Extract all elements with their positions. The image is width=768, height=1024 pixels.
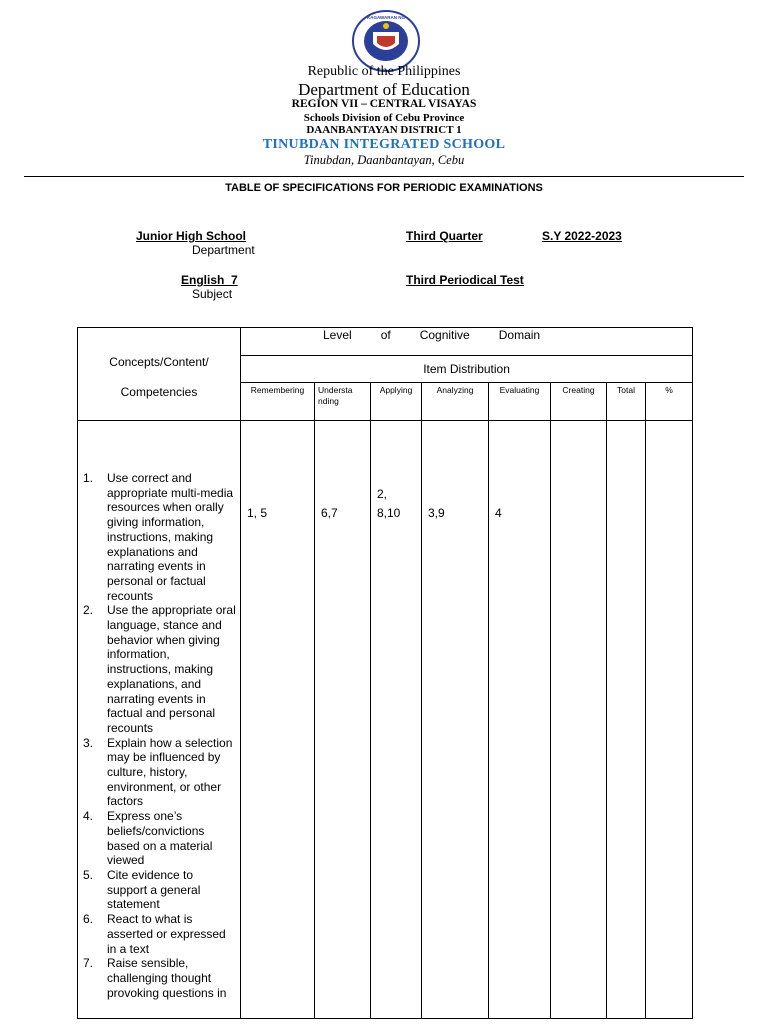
concepts-header-line1: Concepts/Content/ (109, 355, 209, 369)
column-header-applying: Applying (371, 383, 422, 421)
specifications-table (77, 327, 693, 1019)
subject-value: English 7 (181, 273, 238, 287)
school-year-value: S.Y 2022-2023 (542, 229, 622, 243)
column-header-percent: % (646, 383, 693, 421)
svg-text:KAGAWARAN NG: KAGAWARAN NG (367, 15, 405, 20)
list-item: 4. Express one’s beliefs/convictions based on a material viewed (83, 809, 213, 868)
concepts-header (78, 328, 241, 421)
remembering-items: 1, 5 (241, 421, 315, 1019)
school-address: Tinubdan, Daanbantayan, Cebu (303, 153, 465, 167)
competency-list (78, 471, 236, 1000)
test-value: Third Periodical Test (406, 273, 524, 287)
subject-label: Subject (192, 287, 233, 301)
division-line: Schools Division of Cebu Province (303, 112, 465, 124)
school-name: TINUBDAN INTEGRATED SCHOOL (262, 137, 506, 152)
header-divider (24, 176, 744, 177)
evaluating-items: 4 (489, 421, 551, 1019)
column-header-creating: Creating (551, 383, 607, 421)
column-header-analyzing: Analyzing (422, 383, 489, 421)
list-item: 2. Use the appropriate oral language, stance and behavior when giving information, instructions, making explanations, and narrating events in factual and personal recounts (83, 603, 236, 735)
level-word: of (380, 328, 391, 342)
department-line: Department of Education (298, 80, 470, 99)
column-header-evaluating: Evaluating (489, 383, 551, 421)
level-word: Domain (498, 328, 541, 342)
applying-items (371, 421, 422, 1019)
column-header-understanding: Understa nding (315, 383, 371, 421)
list-item: 7. Raise sensible, challenging thought provoking questions in (83, 956, 227, 1000)
applying-items-line1: 2, (377, 487, 388, 501)
concepts-header-line2: Competencies (120, 385, 198, 399)
quarter-value: Third Quarter (406, 229, 483, 243)
applying-items-line2: 8,10 (377, 506, 401, 520)
competencies-cell (78, 421, 241, 1019)
total-items (607, 421, 646, 1019)
percent-items (646, 421, 693, 1019)
document-title: TABLE OF SPECIFICATIONS FOR PERIODIC EXAMINATIONS (225, 182, 543, 194)
understanding-items: 6,7 (315, 421, 371, 1019)
department-value: Junior High School (136, 229, 246, 243)
cognitive-domain-header (241, 328, 693, 356)
list-item: 6. React to what is asserted or expressed in a text (83, 912, 226, 956)
list-item: 5. Cite evidence to support a general statement (83, 867, 201, 912)
level-word: Cognitive (419, 328, 470, 342)
item-distribution-header: Item Distribution (241, 356, 693, 383)
list-item: 1. Use correct and appropriate multi-media resources when orally giving information, instructions, making explanations and narrating events in personal or factual recounts (83, 471, 234, 603)
list-item: 3. Explain how a selection may be influenced by culture, history, environment, or other factors (83, 735, 233, 809)
column-header-total: Total (607, 383, 646, 421)
level-word: Level (323, 328, 352, 342)
analyzing-items: 3,9 (422, 421, 489, 1019)
department-label: Department (192, 243, 255, 257)
district-line: DAANBANTAYAN DISTRICT 1 (306, 124, 462, 136)
column-header-remembering: Remembering (241, 383, 315, 421)
deped-seal-icon (351, 10, 421, 72)
region-line: REGION VII – CENTRAL VISAYAS (291, 98, 477, 110)
republic-line: Republic of the Philippines (307, 64, 461, 79)
creating-items (551, 421, 607, 1019)
